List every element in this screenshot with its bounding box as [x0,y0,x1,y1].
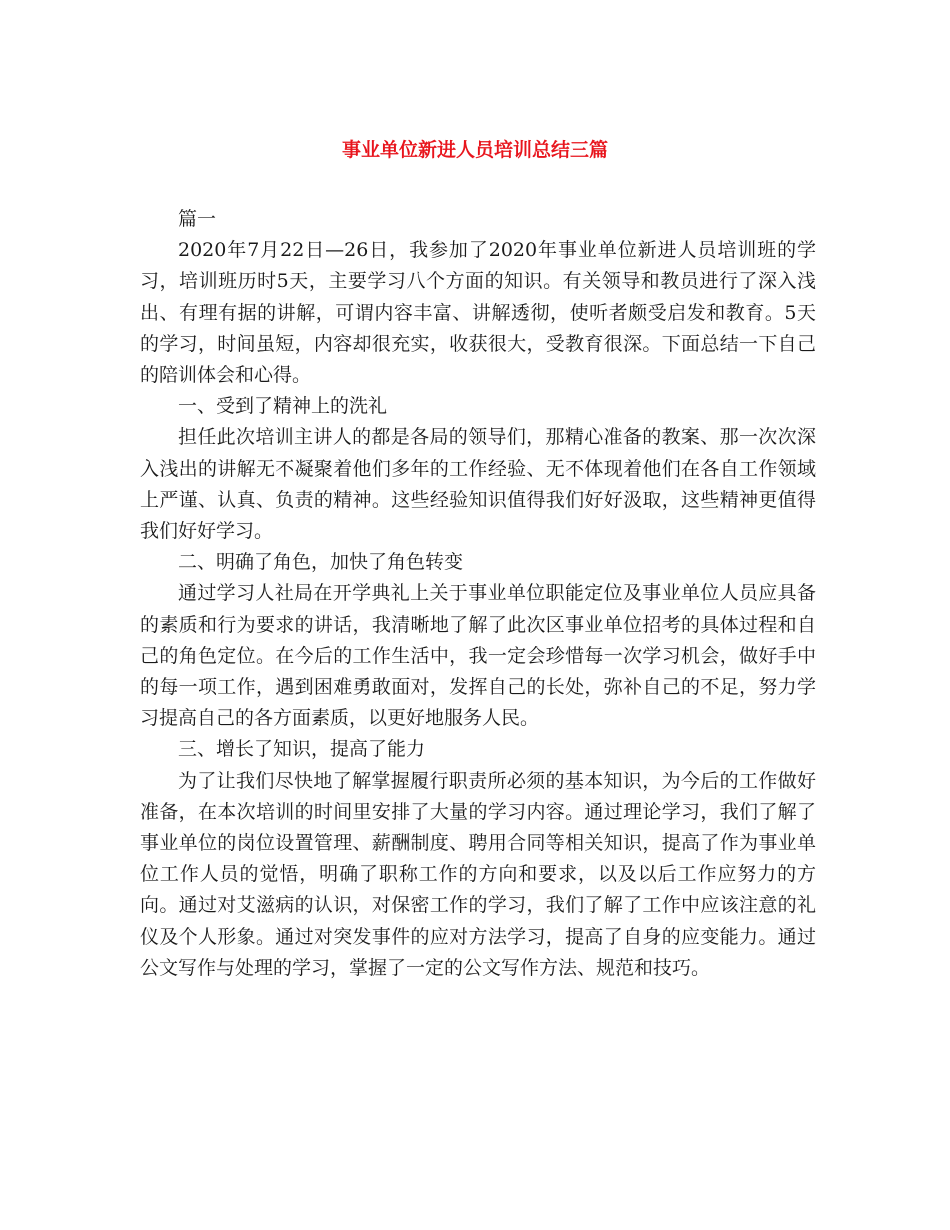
paragraph: 通过学习人社局在开学典礼上关于事业单位职能定位及事业单位人员应具备的素质和行为要求的讲话，我清晰地了解了此次区事业单位招考的具体过程和自己的角色定位。在今后的工作生活中，我一定会珍惜每一次学习机会，做好手中的每一项工作，遇到困难勇敢面对，发挥自己的长处，弥补自己的不足，努力学习提高自己的各方面素质，以更好地服务人民。 [140,582,816,730]
paragraph: 为了让我们尽快地了解掌握履行职责所必须的基本知识，为今后的工作做好准备，在本次培训的时间里安排了大量的学习内容。通过理论学习，我们了解了事业单位的岗位设置管理、薪酬制度、聘用合同等相关知识，提高了作为事业单位工作人员的觉悟，明确了职称工作的方向和要求，以及以后工作应努力的方向。通过对艾滋病的认识，对保密工作的学习，我们了解了工作中应该注意的礼仪及个人形象。通过对突发事件的应对方法学习，提高了自身的应变能力。通过公文写作与处理的学习，掌握了一定的公文写作方法、规范和技巧。 [140,769,816,979]
section-heading: 一、受到了精神上的洗礼 [178,395,388,418]
section-label: 篇一 [178,208,217,230]
document-body [140,204,816,984]
document-title: 事业单位新进人员培训总结三篇 [341,139,608,161]
paragraph: 2020年7月22日—26日，我参加了2020年事业单位新进人员培训班的学习，培训班历时5天，主要学习八个方面的知识。有关领导和教员进行了深入浅出、有理有据的讲解，可谓内容丰富、讲解透彻，使听者颇受启发和教育。5天的学习，时间虽短，内容却很充实，收获很大，受教育很深。下面总结一下自己的陪训体会和心得。 [140,239,816,387]
paragraph: 担任此次培训主讲人的都是各局的领导们，那精心准备的教案、那一次次深入浅出的讲解无不凝聚着他们多年的工作经验、无不体现着他们在各自工作领域上严谨、认真、负责的精神。这些经验知识值得我们好好汲取，这些精神更值得我们好好学习。 [140,426,816,543]
section-heading: 三、增长了知识，提高了能力 [178,738,426,761]
section-heading: 二、明确了角色，加快了角色转变 [178,551,464,574]
